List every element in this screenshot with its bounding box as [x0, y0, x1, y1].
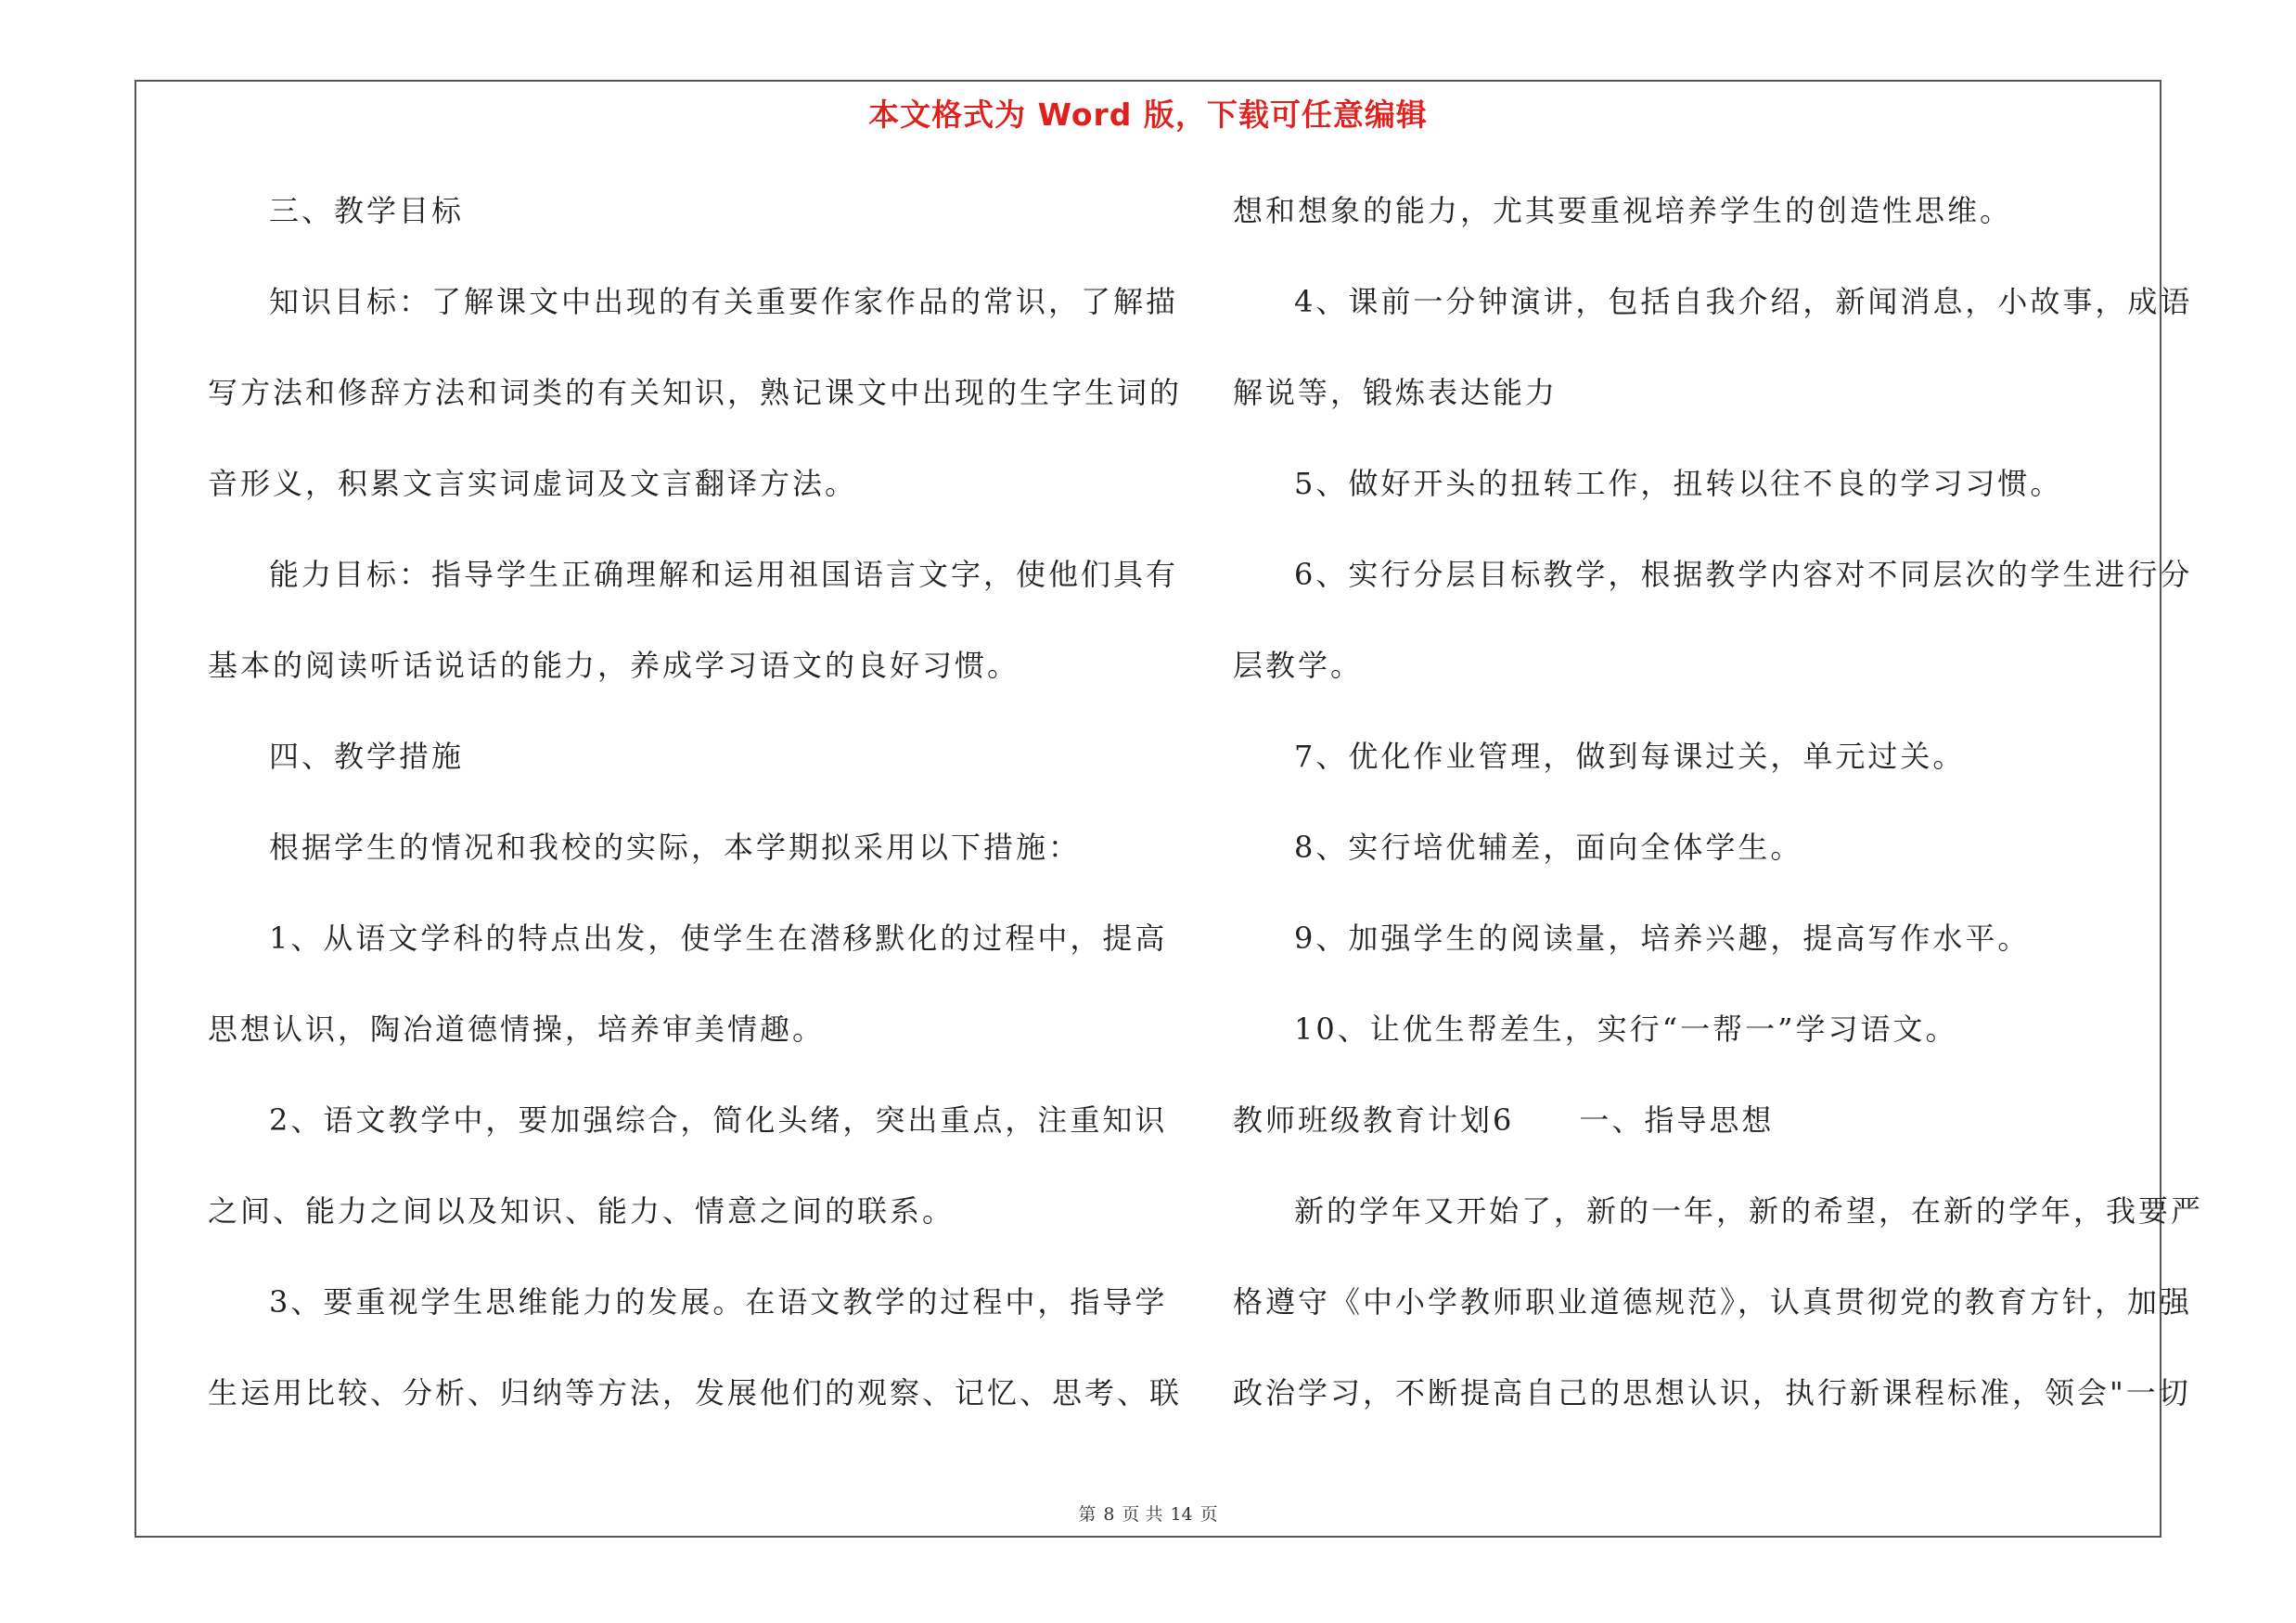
text-line: 解说等，锻炼表达能力 — [1233, 375, 1558, 410]
text-line: 基本的阅读听话说话的能力，养成学习语文的良好习惯。 — [208, 648, 1020, 683]
text-line: 格遵守《中小学教师职业道德规范》，认真贯彻党的教育方针，加强 — [1233, 1284, 2193, 1320]
text-line: 层教学。 — [1233, 648, 1364, 683]
text-line: 能力目标：指导学生正确理解和运用祖国语言文字，使他们具有 — [269, 557, 1179, 592]
page-footer — [0, 1501, 2296, 1526]
text-line: 思想认识，陶冶道德情操，培养审美情趣。 — [208, 1011, 826, 1047]
text-line: 8、实行培优辅差，面向全体学生。 — [1294, 830, 1803, 865]
text-line: 政治学习，不断提高自己的思想认识，执行新课程标准，领会"一切 — [1233, 1375, 2191, 1410]
text-line: 生运用比较、分析、归纳等方法，发展他们的观察、记忆、思考、联 — [208, 1375, 1183, 1410]
text-line: 三、教学目标 — [269, 193, 465, 228]
text-line: 1、从语文学科的特点出发，使学生在潜移默化的过程中，提高 — [269, 921, 1168, 956]
footer-current-page: 8 — [1103, 1504, 1115, 1525]
footer-middle: 页 共 — [1122, 1504, 1163, 1525]
text-line: 知识目标：了解课文中出现的有关重要作家作品的常识，了解描 — [269, 284, 1179, 319]
text-line: 四、教学措施 — [269, 739, 465, 774]
text-line: 教师班级教育计划6 一、指导思想 — [1233, 1102, 1775, 1138]
footer-suffix: 页 — [1199, 1504, 1218, 1525]
text-line: 4、课前一分钟演讲，包括自我介绍，新闻消息，小故事，成语 — [1294, 284, 2193, 319]
text-line: 根据学生的情况和我校的实际，本学期拟采用以下措施： — [269, 830, 1082, 865]
right-text-column — [1233, 182, 2204, 1455]
text-line: 7、优化作业管理，做到每课过关，单元过关。 — [1294, 739, 1966, 774]
text-line: 新的学年又开始了，新的一年，新的希望，在新的学年，我要严 — [1294, 1193, 2204, 1229]
footer-total-pages: 14 — [1170, 1504, 1193, 1525]
text-line: 9、加强学生的阅读量，培养兴趣，提高写作水平。 — [1294, 921, 2031, 956]
footer-prefix: 第 — [1078, 1504, 1097, 1525]
text-line: 写方法和修辞方法和词类的有关知识，熟记课文中出现的生字生词的 — [208, 375, 1183, 410]
text-line: 音形义，积累文言实词虚词及文言翻译方法。 — [208, 466, 858, 501]
left-text-column — [208, 182, 1183, 1455]
text-line: 6、实行分层目标教学，根据教学内容对不同层次的学生进行分 — [1294, 557, 2193, 592]
text-line: 3、要重视学生思维能力的发展。在语文教学的过程中，指导学 — [269, 1284, 1168, 1320]
text-line: 2、语文教学中，要加强综合，简化头绪，突出重点，注重知识 — [269, 1102, 1168, 1138]
format-banner: 本文格式为 Word 版，下载可任意编辑 — [868, 97, 1428, 133]
text-line: 5、做好开头的扭转工作，扭转以往不良的学习习惯。 — [1294, 466, 2063, 501]
text-line: 之间、能力之间以及知识、能力、情意之间的联系。 — [208, 1193, 956, 1229]
text-line: 想和想象的能力，尤其要重视培养学生的创造性思维。 — [1233, 193, 2013, 228]
text-line: 10、让优生帮差生，实行“一帮一”学习语文。 — [1294, 1011, 1958, 1047]
